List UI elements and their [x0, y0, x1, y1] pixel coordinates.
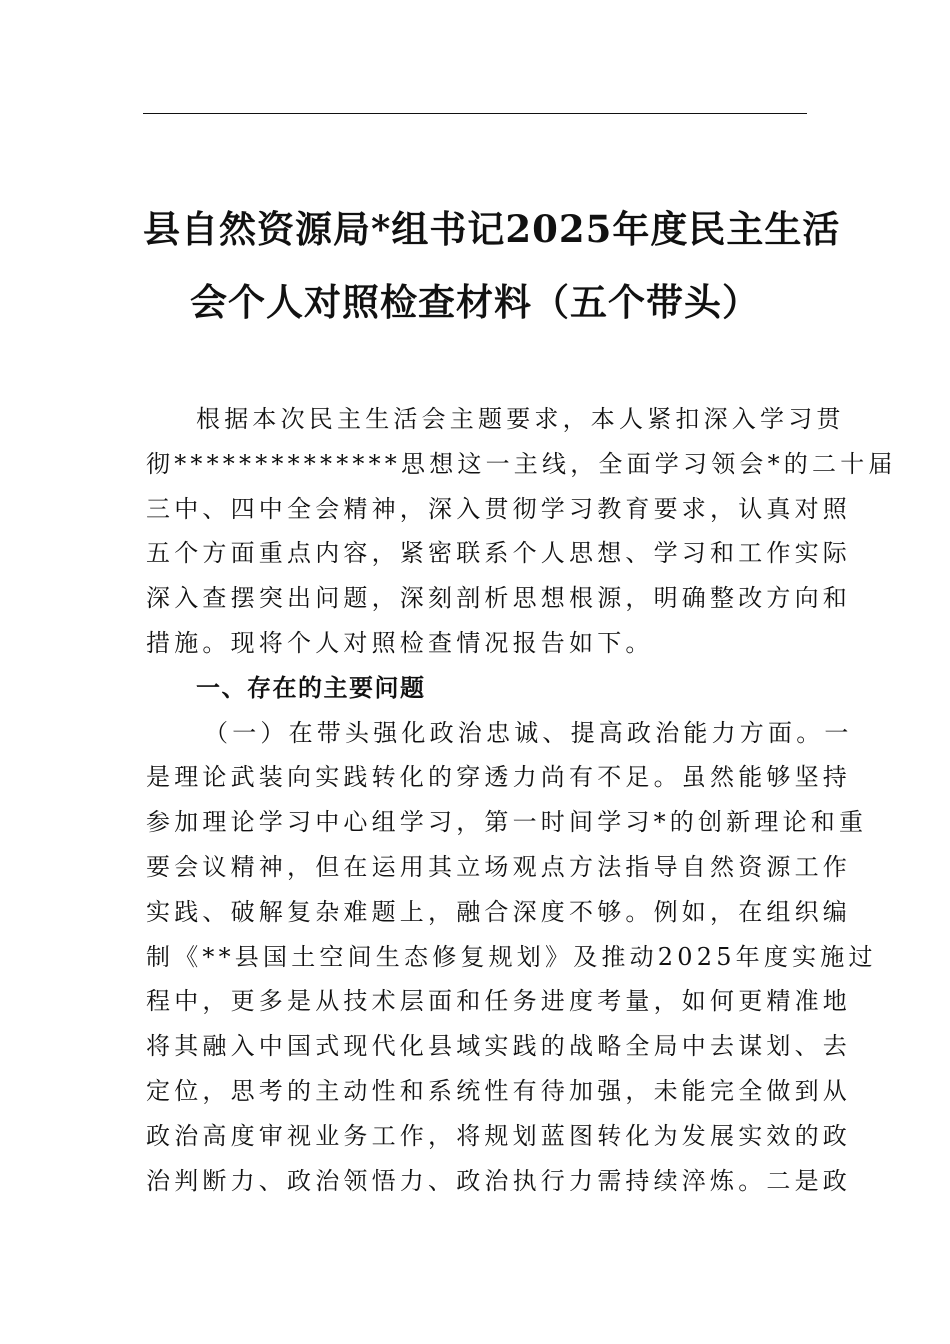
intro-line: 五个方面重点内容，紧密联系个人思想、学习和工作实际 — [146, 539, 851, 568]
intro-line: 根据本次民主生活会主题要求，本人紧扣深入学习贯 — [196, 405, 845, 433]
section-heading: 一、存在的主要问题 — [196, 673, 426, 702]
intro-line: 三中、四中全会精神，深入贯彻学习教育要求，认真对照 — [146, 494, 851, 523]
section-1-line: 制《**县国土空间生态修复规划》及推动2025年度实施过 — [146, 942, 877, 971]
intro-line: 彻**************思想这一主线，全面学习领会*的二十届 — [146, 449, 897, 478]
section-1-line: 要会议精神，但在运用其立场观点方法指导自然资源工作 — [146, 852, 851, 881]
header-rule — [143, 113, 807, 114]
document-title — [143, 193, 841, 339]
section-1-paragraph — [146, 711, 877, 1204]
section-1-line: 是理论武装向实践转化的穿透力尚有不足。虽然能够坚持 — [146, 763, 851, 792]
section-1-line: 定位，思考的主动性和系统性有待加强，未能完全做到从 — [146, 1076, 851, 1105]
section-1-line: 程中，更多是从技术层面和任务进度考量，如何更精准地 — [146, 987, 851, 1016]
intro-paragraph — [146, 397, 897, 666]
section-1-line: 实践、破解复杂难题上，融合深度不够。例如，在组织编 — [146, 897, 851, 926]
section-1-line: 将其融入中国式现代化县域实践的战略全局中去谋划、去 — [146, 1032, 851, 1061]
section-1-line: 政治高度审视业务工作，将规划蓝图转化为发展实效的政 — [146, 1121, 851, 1150]
section-1-line: 治判断力、政治领悟力、政治执行力需持续淬炼。二是政 — [146, 1166, 851, 1195]
section-1-line: （一）在带头强化政治忠诚、提高政治能力方面。一 — [204, 718, 853, 747]
section-1-line: 参加理论学习中心组学习，第一时间学习*的创新理论和重 — [146, 808, 868, 837]
intro-line: 措施。现将个人对照检查情况报告如下。 — [146, 628, 654, 657]
title-line-1: 县自然资源局*组书记2025年度民主生活 — [143, 207, 841, 251]
intro-line: 深入查摆突出问题，深刻剖析思想根源，明确整改方向和 — [146, 584, 851, 613]
document-body — [146, 397, 897, 1203]
title-line-2: 会个人对照检查材料（五个带头） — [190, 280, 760, 324]
